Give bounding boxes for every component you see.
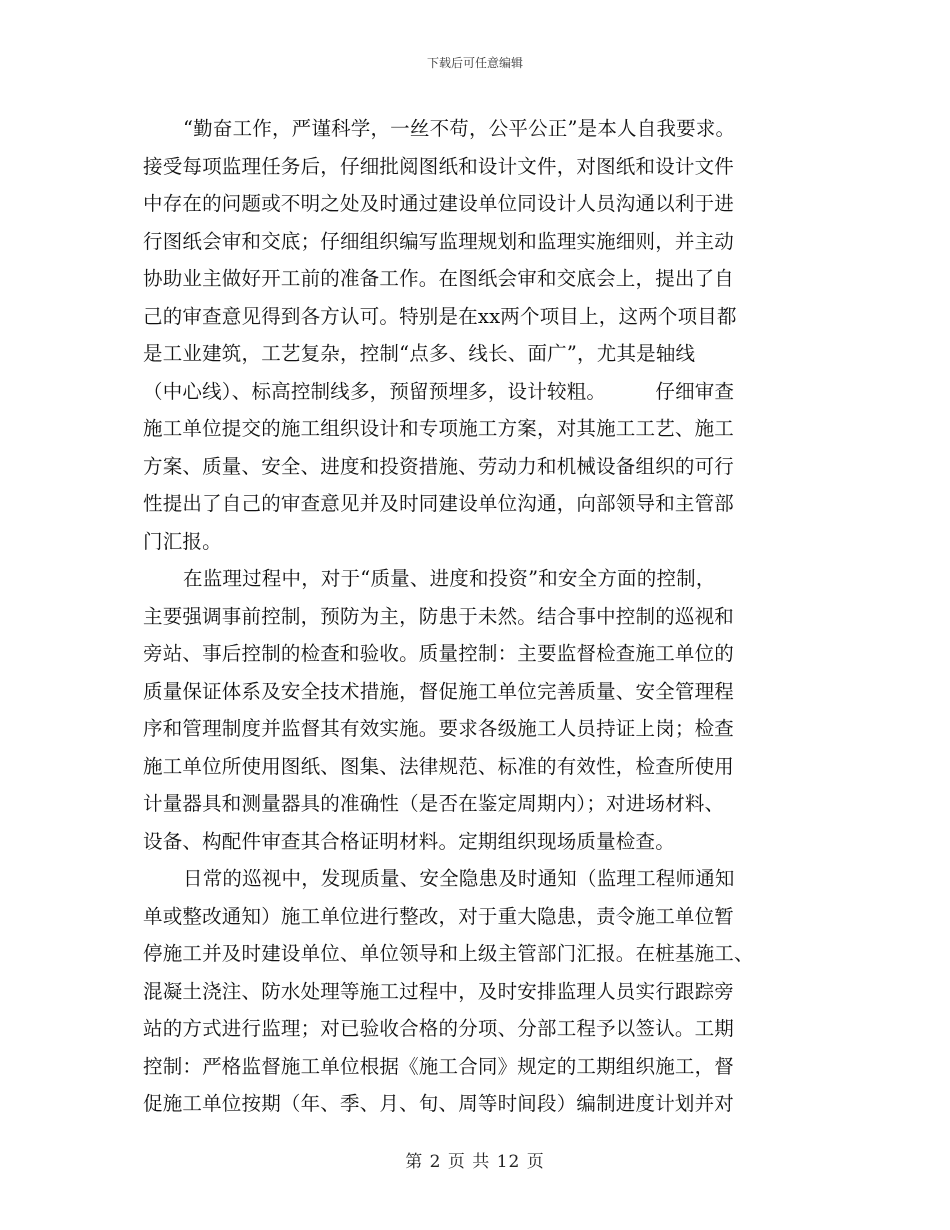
text-line: 是工业建筑，工艺复杂，控制“点多、线长、面广”，尤其是轴线: [143, 342, 696, 365]
text-line: 己的审查意见得到各方认可。特别是在xx两个项目上，这两个项目都: [143, 304, 737, 328]
text-line: 站的方式进行监理；对已验收合格的分项、分部工程予以签认。工期: [143, 1017, 735, 1040]
text-line: 促施工单位按期（年、季、月、旬、周等时间段）编制进度计划并对: [143, 1092, 735, 1115]
text-line: 在监理过程中，对于“质量、进度和投资”和安全方面的控制，: [183, 567, 716, 590]
text-line: 门汇报。: [143, 529, 222, 553]
text-line: 施工单位提交的施工组织设计和专项施工方案，对其施工工艺、施工: [143, 417, 735, 440]
text-line: 控制：严格监督施工单位根据《施工合同》规定的工期组织施工，督: [143, 1054, 735, 1078]
text-line: 序和管理制度并监督其有效实施。要求各级施工人员持证上岗；检查: [143, 717, 735, 740]
text-line: 设备、构配件审查其合格证明材料。定期组织现场质量检查。: [143, 829, 675, 853]
document-body: [143, 110, 811, 1123]
text-line: 质量保证体系及安全技术措施，督促施工单位完善质量、安全管理程: [143, 679, 735, 703]
page-number-footer: 第 2 页 共 12 页: [405, 1152, 545, 1172]
text-line: 接受每项监理任务后，仔细批阅图纸和设计文件，对图纸和设计文件: [143, 154, 735, 178]
text-line: 中存在的问题或不明之处及时通过建设单位同设计人员沟通以利于进: [143, 192, 735, 215]
text-line: 协助业主做好开工前的准备工作。在图纸会审和交底会上，提出了自: [143, 267, 735, 290]
text-line: 单或整改通知）施工单位进行整改，对于重大隐患，责令施工单位暂: [143, 904, 735, 928]
text-line: （中心线）、标高控制线多，预留预埋多，设计较粗。 仔细审查: [143, 379, 735, 403]
text-line: 方案、质量、安全、进度和投资措施、劳动力和机械设备组织的可行: [143, 454, 735, 478]
text-line: “勤奋工作，严谨科学，一丝不苟，公平公正”是本人自我要求。: [183, 117, 736, 140]
text-line: 日常的巡视中，发现质量、安全隐患及时通知（监理工程师通知: [183, 867, 735, 890]
text-line: 行图纸会审和交底；仔细组织编写监理规划和监理实施细则，并主动: [143, 229, 735, 253]
text-line: 主要强调事前控制，预防为主，防患于未然。结合事中控制的巡视和: [143, 604, 735, 628]
text-line: 性提出了自己的审查意见并及时同建设单位沟通，向部领导和主管部: [143, 492, 735, 515]
text-line: 计量器具和测量器具的准确性（是否在鉴定周期内）；对进场材料、: [143, 792, 725, 815]
text-line: 旁站、事后控制的检查和验收。质量控制：主要监督检查施工单位的: [143, 642, 735, 665]
text-line: 停施工并及时建设单位、单位领导和上级主管部门汇报。在桩基施工、: [143, 942, 754, 965]
text-line: 混凝土浇注、防水处理等施工过程中，及时安排监理人员实行跟踪旁: [143, 979, 735, 1003]
header-note: 下载后可任意编辑: [426, 56, 523, 70]
text-line: 施工单位所使用图纸、图集、法律规范、标准的有效性，检查所使用: [143, 754, 735, 778]
